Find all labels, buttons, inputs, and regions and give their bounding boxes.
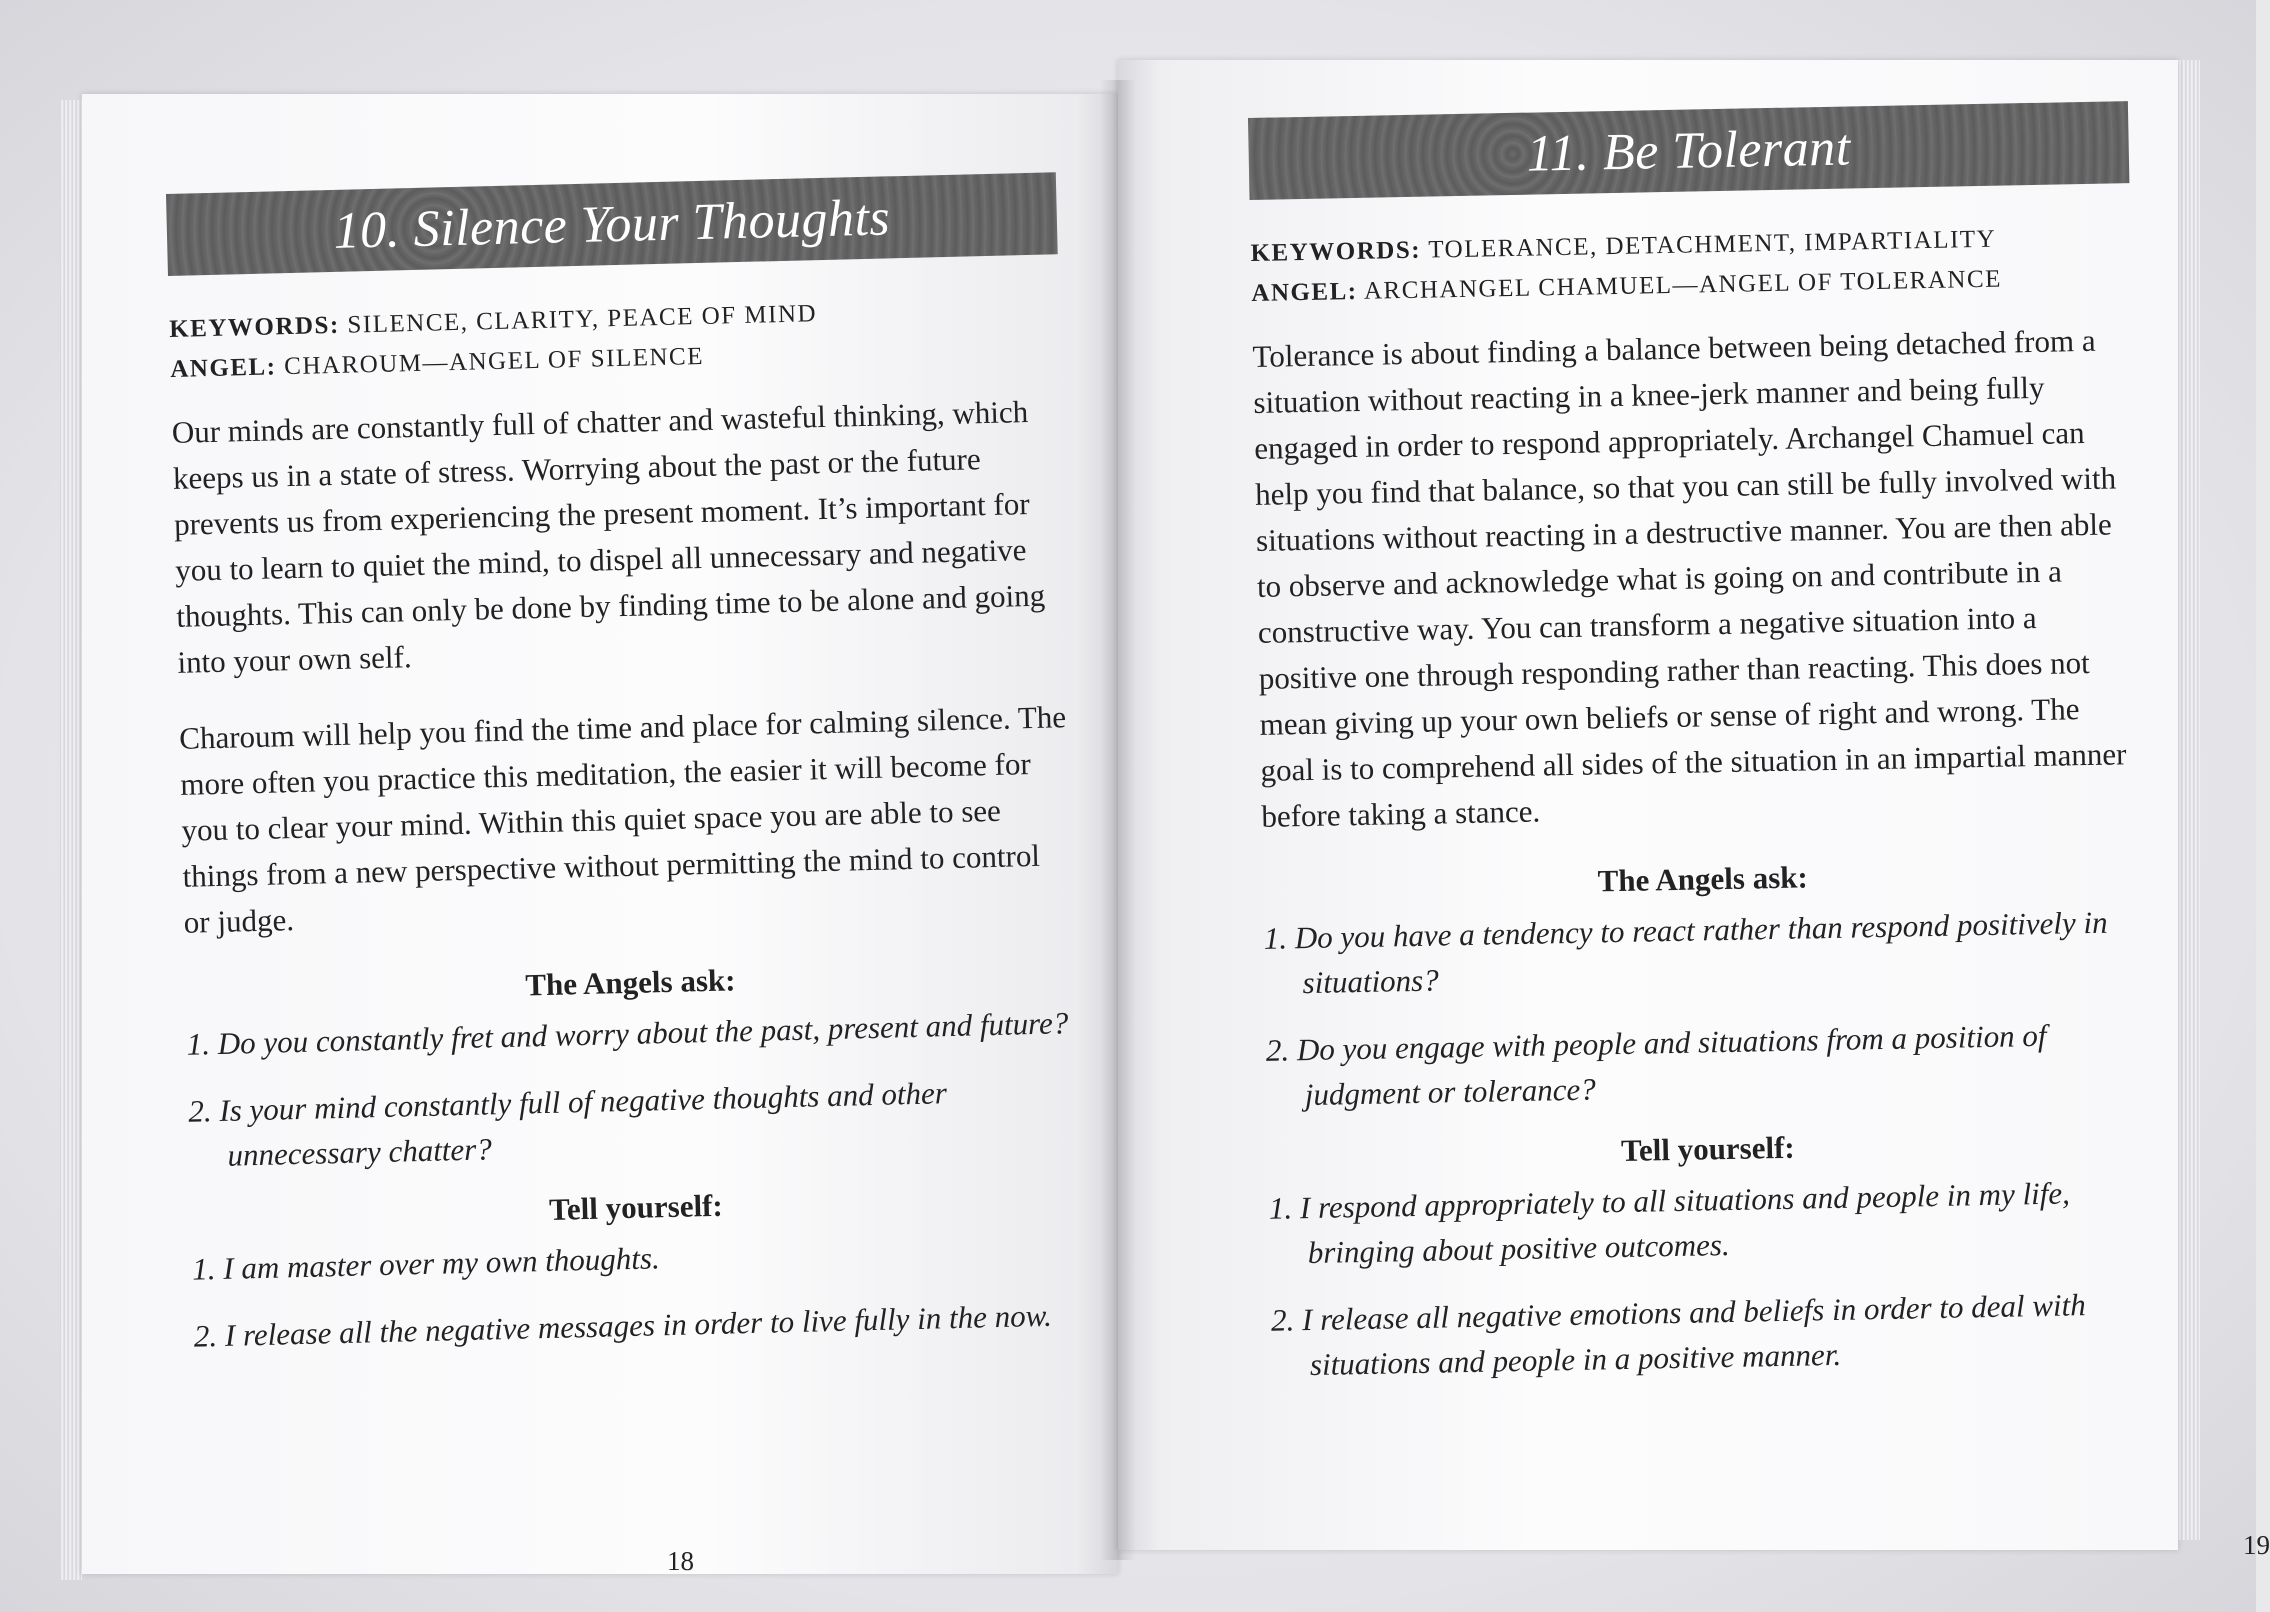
body-paragraph: Tolerance is about finding a balance between being detached from a situation without reacting in a knee-jerk manner and being fully engaged in order to respond appropriately. Archangel Chamuel can help you find that balance, so that you can still be fully involved with situations without reacting in a destructive manner. You are then able to observe and acknowledge what is going on and contribute in a constructive way. You can transform a negative situation into a positive one through responding rather than reacting. This does not mean giving up your own beliefs or sense of right and wrong. The goal is to comprehend all sides of the situation in an impartial manner before taking a stance. [1252, 322, 2127, 834]
keywords-line [1250, 223, 2130, 268]
open-book [60, 60, 2270, 1580]
left-page [82, 94, 1118, 1574]
angels-ask-heading: The Angels ask: [524, 962, 736, 1003]
right-page [1118, 60, 2270, 1560]
body-paragraph: Our minds are constantly full of chatter and wasteful thinking, which keeps us in a state of stress. Worrying about the past or the future prevents us from experiencing the present moment. It’s important for you to learn to quiet the mind, to dispel all unnecessary and negative thoughts. This can only be done by finding time to be alone and going into your own self. [171, 394, 1046, 680]
left-page-edges [60, 100, 82, 1580]
keywords-value: SILENCE, CLARITY, PEACE OF MIND [347, 300, 818, 339]
angels-ask-heading: The Angels ask: [1597, 859, 1809, 899]
list-item: 1. Do you have a tendency to react rather than respond positively in situations? [1263, 904, 2108, 1001]
page-number: 19 [2243, 1530, 2270, 1560]
angel-value: ARCHANGEL CHAMUEL—ANGEL OF TOLERANCE [1363, 265, 2003, 305]
body-paragraph: Charoum will help you find the time and place for calming silence. The more often you practice this meditation, the easier it will become for you to clear your mind. Within this quiet space you are able to see things from a new perspective without permitting the mind to control or judge. [178, 699, 1067, 940]
list-item: 1. I respond appropriately to all situations and people in my life, bringing about positive outcomes. [1268, 1175, 2071, 1271]
chapter-title: 10. Silence Your Thoughts [332, 188, 891, 260]
chapter-banner [1248, 101, 2129, 200]
right-page-edges [2178, 60, 2200, 1540]
list-item: 2. Do you engage with people and situations from a position of judgment or tolerance? [1265, 1017, 2047, 1113]
left-page-content [166, 172, 1085, 1380]
keywords-label: KEYWORDS: [168, 311, 341, 343]
list-item: 2. Is your mind constantly full of negative thoughts and other unnecessary chatter? [187, 1075, 948, 1173]
angel-label: ANGEL: [1251, 277, 1358, 307]
keywords-label: KEYWORDS: [1250, 236, 1422, 267]
list-item: 2. I release all negative emotions and beliefs in order to deal with situations and people in a positive manner. [1270, 1287, 2087, 1383]
book-gutter [1100, 80, 1136, 1560]
tell-yourself-list [192, 1225, 1084, 1359]
angel-line [170, 334, 1060, 384]
keywords-value: TOLERANCE, DETACHMENT, IMPARTIALITY [1428, 225, 1997, 264]
chapter-banner [166, 172, 1058, 276]
chapter-title: 11. Be Tolerant [1526, 118, 1852, 183]
angels-ask-list [1263, 899, 2147, 1118]
list-item: 1. Do you constantly fret and worry about the past, present and future? [186, 1005, 1069, 1062]
angel-label: ANGEL: [169, 353, 277, 383]
angel-line [1251, 263, 2131, 308]
list-item: 1. I am master over my own thoughts. [191, 1240, 661, 1287]
tell-yourself-heading: Tell yourself: [548, 1187, 724, 1227]
angels-ask-list [186, 1000, 1080, 1179]
tell-yourself-heading: Tell yourself: [1620, 1129, 1796, 1169]
right-page-content [1248, 101, 2153, 1410]
list-item: 2. I release all the negative messages in order to live fully in the now. [193, 1297, 1053, 1354]
angel-value: CHAROUM—ANGEL OF SILENCE [283, 342, 705, 381]
tell-yourself-list [1269, 1169, 2153, 1388]
page-number: 18 [667, 1546, 694, 1576]
